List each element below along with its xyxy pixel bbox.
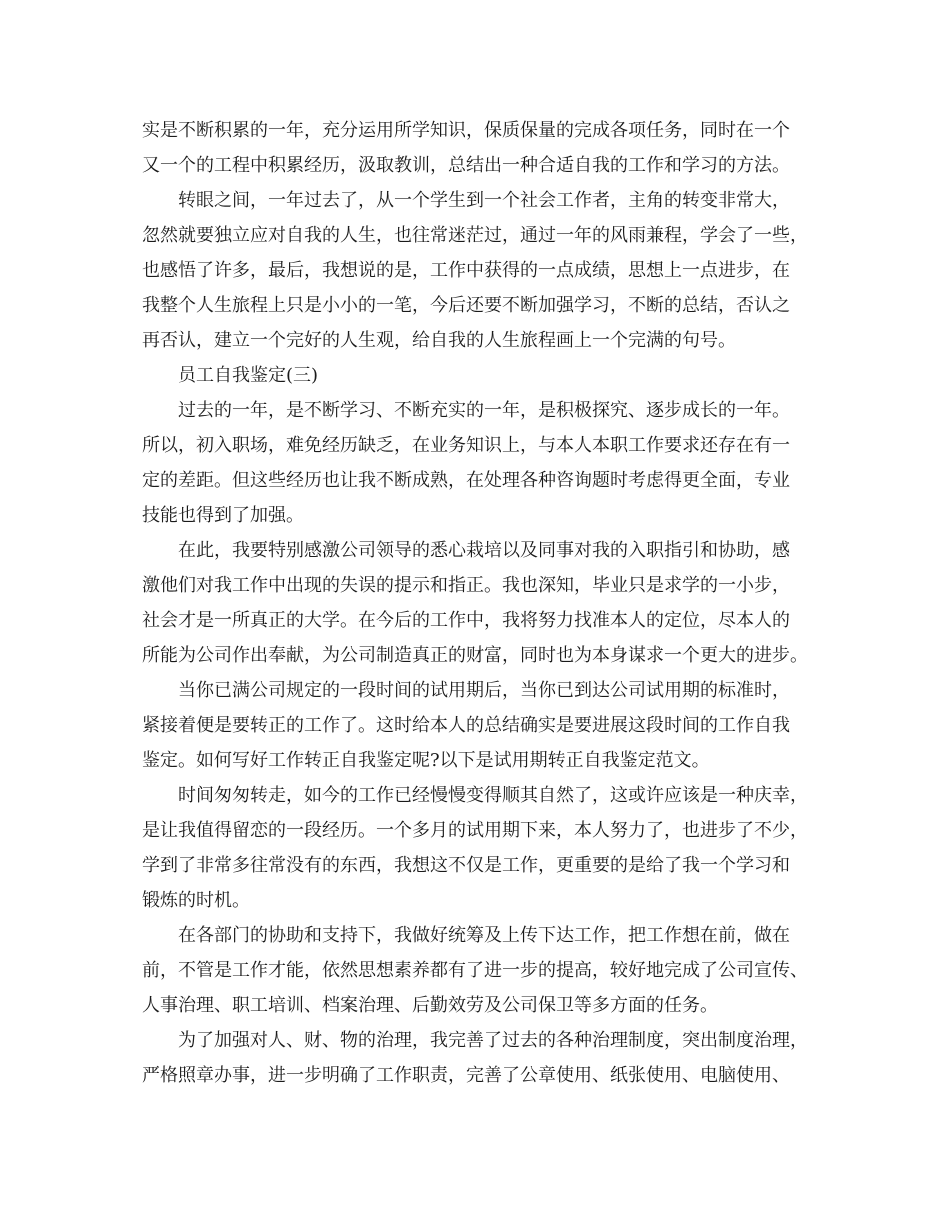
text-line: 实是不断积累的一年，充分运用所学知识，保质保量的完成各项任务，同时在一个 xyxy=(142,120,790,141)
text-line: 在各部门的协助和支持下，我做好统筹及上传下达工作，把工作想在前，做在 xyxy=(178,925,790,946)
text-line: 员工自我鉴定(三) xyxy=(178,365,319,386)
document-body xyxy=(142,113,817,1093)
text-line: 也感悟了许多，最后，我想说的是，工作中获得的一点成绩，思想上一点进步，在 xyxy=(142,260,790,281)
text-line: 锻炼的时机。 xyxy=(142,890,250,911)
text-line: 紧接着便是要转正的工作了。这时给本人的总结确实是要进展这段时间的工作自我 xyxy=(142,715,790,736)
text-line: 严格照章办事，进一步明确了工作职责，完善了公章使用、纸张使用、电脑使用、 xyxy=(142,1065,790,1086)
text-line: 激他们对我工作中出现的失误的提示和指正。我也深知，毕业只是求学的一小步， xyxy=(142,575,790,596)
text-line: 定的差距。但这些经历也让我不断成熟，在处理各种咨询题时考虑得更全面，专业 xyxy=(142,470,790,491)
text-line: 所以，初入职场，难免经历缺乏，在业务知识上，与本人本职工作要求还存在有一 xyxy=(142,435,790,456)
text-line: 再否认，建立一个完好的人生观，给自我的人生旅程画上一个完满的句号。 xyxy=(142,330,736,351)
text-line: 又一个的工程中积累经历，汲取教训，总结出一种合适自我的工作和学习的方法。 xyxy=(142,155,790,176)
text-line: 时间匆匆转走，如今的工作已经慢慢变得顺其自然了，这或许应该是一种庆幸， xyxy=(178,785,808,806)
text-line: 为了加强对人、财、物的治理，我完善了过去的各种治理制度，突出制度治理， xyxy=(178,1030,808,1051)
text-line: 技能也得到了加强。 xyxy=(142,505,304,526)
text-line: 忽然就要独立应对自我的人生，也往常迷茫过，通过一年的风雨兼程，学会了一些， xyxy=(142,225,808,246)
text-line: 我整个人生旅程上只是小小的一笔，今后还要不断加强学习，不断的总结，否认之 xyxy=(142,295,790,316)
text-line: 过去的一年，是不断学习、不断充实的一年，是积极探究、逐步成长的一年。 xyxy=(178,400,790,421)
text-line: 前，不管是工作才能，依然思想素养都有了进一步的提高，较好地完成了公司宣传、 xyxy=(142,960,808,981)
text-line: 社会才是一所真正的大学。在今后的工作中，我将努力找准本人的定位，尽本人的 xyxy=(142,610,790,631)
text-line: 学到了非常多往常没有的东西，我想这不仅是工作，更重要的是给了我一个学习和 xyxy=(142,855,790,876)
text-line: 当你已满公司规定的一段时间的试用期后，当你已到达公司试用期的标准时， xyxy=(178,680,790,701)
text-line: 所能为公司作出奉献，为公司制造真正的财富，同时也为本身谋求一个更大的进步。 xyxy=(142,645,808,666)
text-line: 是让我值得留恋的一段经历。一个多月的试用期下来，本人努力了，也进步了不少， xyxy=(142,820,808,841)
text-line: 转眼之间，一年过去了，从一个学生到一个社会工作者，主角的转变非常大， xyxy=(178,190,790,211)
text-line: 鉴定。如何写好工作转正自我鉴定呢?以下是试用期转正自我鉴定范文。 xyxy=(142,750,710,771)
text-line: 在此，我要特别感激公司领导的悉心栽培以及同事对我的入职指引和协助，感 xyxy=(178,540,790,561)
text-line: 人事治理、职工培训、档案治理、后勤效劳及公司保卫等多方面的任务。 xyxy=(142,995,718,1016)
